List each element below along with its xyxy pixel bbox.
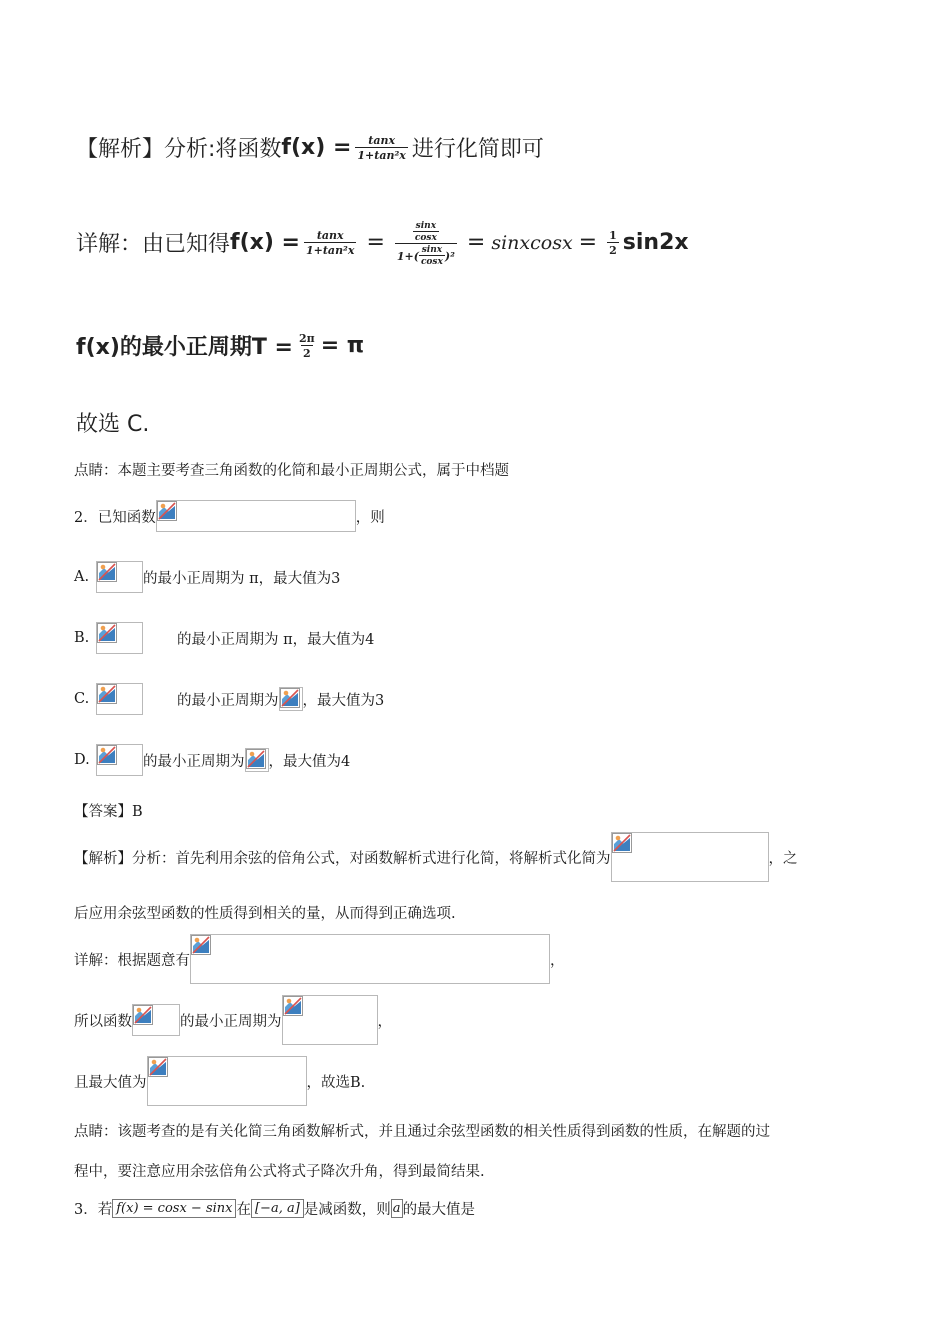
fraction-denominator: 2 [609,243,617,257]
broken-image-icon [97,684,117,704]
q2-detail-line [74,934,565,984]
q3-mid2: 是减函数，则 [303,1202,391,1218]
inner-fraction [413,221,439,243]
period-line [76,330,364,361]
q2-period-b: 的最小正周期为 [180,1013,282,1030]
fraction-numerator: tanx [316,228,344,242]
inner-denominator: cosx [420,257,443,267]
option-a[interactable] [74,561,340,593]
q3-tail: 的最大值是 [402,1202,476,1218]
detail-tail: sin2x [622,230,689,255]
formula-image-broken [147,1056,307,1106]
fraction-numerator: 2π [298,331,315,345]
option-text: 的最小正周期为 [143,753,245,770]
analysis-prefix: 【解析】分析:将函数 [76,137,282,162]
q3-prefix: 3．若 [74,1202,113,1218]
equals-sign: = [466,230,486,255]
detail-fx: f(x) = [230,230,300,255]
period-prefix: f(x)的最小正周期T = [76,335,293,360]
broken-image-icon [283,996,303,1016]
q3-function: f(x) = cosx − sinx [112,1199,236,1218]
fraction-numerator [411,218,441,243]
answer: 【答案】B [74,804,143,820]
q2-max-b: ，故选B. [306,1074,366,1091]
q2-period-a: 所以函数 [74,1013,132,1030]
formula-image-broken [611,832,769,882]
q2-detail-prefix: 详解：根据题意有 [74,952,190,969]
analysis-line [76,132,544,163]
q2-comment-line-2: 程中，要注意应用余弦倍角公式将式子降次升角，得到最简结果. [74,1164,485,1180]
broken-image-icon [246,749,266,769]
formula-image-broken [96,561,143,593]
den-suffix: )² [444,249,455,263]
broken-image-icon [97,623,117,643]
formula-image-broken [279,687,303,711]
formula-image-broken [96,622,143,654]
q2-detail-tail: ， [550,952,565,969]
detail-fraction-1 [304,229,356,257]
fraction-denominator: 1+tan²x [305,243,355,257]
broken-image-icon [280,688,300,708]
q2-analysis-text: 【解析】分析：首先利用余弦的倍角公式，对函数解析式进行化简，将解析式化简为 [74,850,611,867]
analysis-suffix: 进行化简即可 [411,137,544,162]
formula-image-broken [96,744,143,776]
option-b[interactable] [74,622,374,654]
choose-c: 故选 C. [76,412,150,437]
fraction-denominator: 2 [303,346,311,360]
inner-numerator: sinx [415,221,437,231]
q3-interval: [−a, a] [251,1199,304,1218]
q2-max-line [74,1056,365,1106]
formula-image-broken [282,995,378,1045]
option-text: 的最小正周期为 π，最大值为4 [177,631,375,648]
detail-mid: sinxcosx [491,231,573,254]
formula-image-broken [96,683,143,715]
formula-image-broken [156,500,356,532]
broken-image-icon [133,1005,153,1025]
broken-image-icon [612,833,632,853]
detail-line [76,218,689,267]
option-label: B. [74,630,90,646]
q2-period-line [74,995,392,1045]
option-d[interactable] [74,744,350,776]
formula-image-broken [132,1004,180,1036]
q2-max-a: 且最大值为 [74,1074,147,1091]
analysis-fraction [355,134,407,162]
q3-mid: 在 [236,1202,251,1218]
formula-image-broken [190,934,550,984]
broken-image-icon [97,745,117,765]
equals-sign: = [366,230,385,255]
comment-1: 点睛：本题主要考查三角函数的化简和最小正周期公式，属于中档题 [74,463,509,479]
fraction-denominator: 1+tan²x [357,148,406,162]
broken-image-icon [148,1057,168,1077]
half-fraction [607,229,619,257]
option-text: 的最小正周期为 [177,692,279,709]
formula-image-broken [245,748,269,772]
analysis-fx: f(x) = [281,135,352,160]
q3-var: a [392,1201,401,1216]
option-label: A. [74,569,90,585]
q2-stem-prefix: 2．已知函数 [74,509,156,526]
den-prefix: 1+( [396,249,419,263]
detail-fraction-2 [395,218,457,267]
period-fraction [297,332,317,360]
broken-image-icon [157,501,177,521]
option-label: D. [74,752,90,768]
period-tail: = π [320,333,365,358]
fraction-numerator: tanx [368,133,395,147]
q2-stem-suffix: ，则 [355,509,385,526]
broken-image-icon [97,562,117,582]
broken-image-icon [191,935,211,955]
den-inner-fraction [419,245,445,267]
option-text: 的最小正周期为 π，最大值为3 [143,570,341,587]
fraction-denominator [395,243,457,267]
equals-sign: = [578,230,598,255]
detail-prefix: 详解：由已知得 [76,232,231,257]
q2-analysis-line-2: 后应用余弦型函数的性质得到相关的量，从而得到正确选项. [74,906,456,922]
q2-stem [74,500,385,532]
option-label: C. [74,691,90,707]
inner-denominator: cosx [414,233,437,243]
q3-stem [74,1198,475,1219]
fraction-numerator: 1 [609,228,617,242]
q2-comment-line-1: 点睛：该题考查的是有关化简三角函数解析式，并且通过余弦型函数的相关性质得到函数的性质，在解题的过 [74,1124,770,1140]
inner-numerator: sinx [421,245,443,255]
q2-analysis-tail: ，之 [768,850,798,867]
q2-period-c: ， [377,1013,392,1030]
q2-analysis-line-1 [74,832,798,882]
option-text-tail: ，最大值为3 [302,692,385,709]
option-text-tail: ，最大值为4 [268,753,351,770]
option-c[interactable] [74,683,384,715]
